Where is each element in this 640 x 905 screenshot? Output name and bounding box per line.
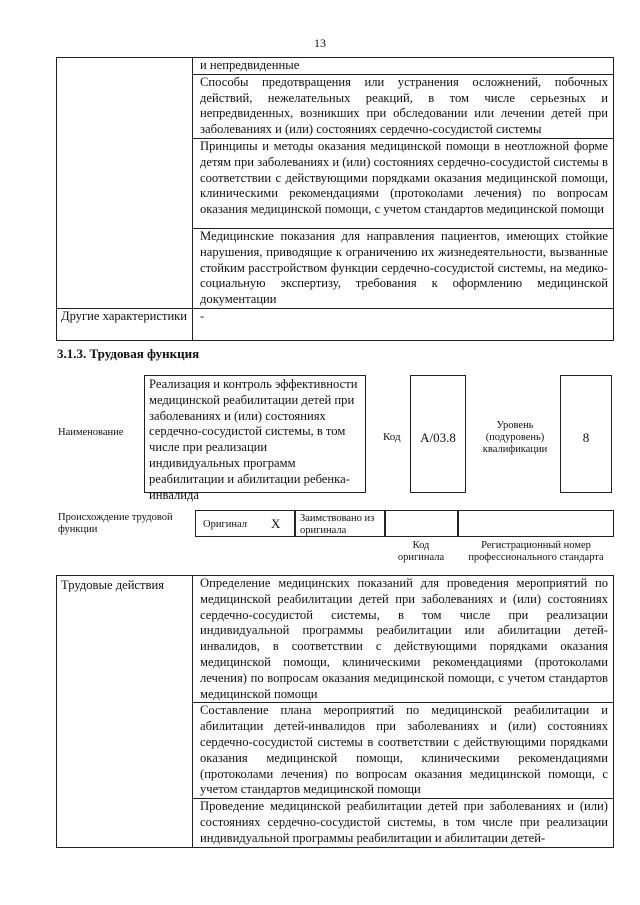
reg-number-caption: Регистрационный номер профессионального стандарта [468, 540, 604, 563]
code-original-caption: Код оригинала [397, 540, 445, 563]
reg-number-box [458, 510, 614, 537]
level-label: Уровень (подуровень) квалификации [482, 420, 548, 455]
name-label: Наименование [58, 427, 124, 438]
original-label: Оригинал [203, 519, 247, 530]
knowledge-item: Принципы и методы оказания медицинской помощи в неотложной форме детям при заболеваниях и (или) состояниях сердечно-сосудистой системы в соответствии с действующими порядками оказания медицинской помощи, клиническими рекомендациями (протоколами лечения) по вопросам оказания медицинской помощи, с учетом стандартов медицинской помощи [193, 138, 614, 228]
code-value-box: A/03.8 [410, 375, 466, 493]
knowledge-item: Способы предотвращения или устранения осложнений, побочных действий, нежелательных реакций, в том числе серьезных и непредвиденных, возникших при обследовании или лечении детей при заболеваниях и (или) состояниях сердечно-сосудистой системы [193, 74, 614, 138]
labor-actions-table [56, 575, 614, 848]
borrowed-box: Заимствовано из оригинала [295, 510, 385, 537]
table-row [57, 58, 614, 75]
page-number: 13 [314, 36, 326, 50]
original-box [195, 510, 295, 537]
labor-action-item: Составление плана мероприятий по медицинской реабилитации и абилитации детей-инвалидов при заболеваниях и (или) состояниях сердечно-сосудистой системы в соответствии с действующими порядками оказания медицинской помощи, клиническими рекомендациями (протоколами лечения) по вопросам оказания медицинской помощи, с учетом стандартов медицинской помощи [193, 703, 614, 799]
labor-action-item: Проведение медицинской реабилитации детей при заболеваниях и (или) состояниях сердечно-сосудистой системы, в том числе при реализации индивидуальной программы реабилитации и абилитации детей- [193, 799, 614, 847]
origin-label: Происхождение трудовой функции [58, 512, 173, 535]
labor-actions-label: Трудовые действия [57, 576, 193, 848]
code-original-box [385, 510, 458, 537]
row-label-empty [57, 58, 193, 309]
level-value-box: 8 [560, 375, 612, 493]
row-label-other: Другие характеристики [57, 308, 193, 340]
function-name-box: Реализация и контроль эффективности медицинской реабилитации детей при заболеваниях и (или) состояниях сердечно-сосудистой системы, в том числе при реализации индивидуальных программ реабилитации и абилитации ребенка-инвалида [144, 375, 366, 493]
labor-action-item: Определение медицинских показаний для проведения мероприятий по медицинской реабилитации детей при заболеваниях и (или) состояниях сердечно-сосудистой системы, в том числе при реализации индивидуальной программы реабилитации или абилитации детей-инвалидов, в соответствии с действующими порядками оказания медицинской помощи, клиническими рекомендациями (протоколами лечения) по вопросам оказания медицинской помощи, с учетом стандартов медицинской помощи [193, 576, 614, 703]
other-characteristics-value: - [193, 308, 614, 340]
original-mark: X [271, 516, 281, 531]
knowledge-item: и непредвиденные [193, 58, 614, 75]
section-heading: 3.1.3. Трудовая функция [57, 346, 200, 361]
knowledge-item: Медицинские показания для направления пациентов, имеющих стойкие нарушения, приводящие к ограничению их жизнедеятельности, вызванные стойким расстройством функции сердечно-сосудистой системы, на медико-социальную экспертизу, требования к оформлению медицинской документации [193, 228, 614, 308]
table-row [57, 576, 614, 703]
table-row [57, 308, 614, 340]
code-label: Код [383, 431, 401, 443]
knowledge-table [56, 57, 614, 341]
